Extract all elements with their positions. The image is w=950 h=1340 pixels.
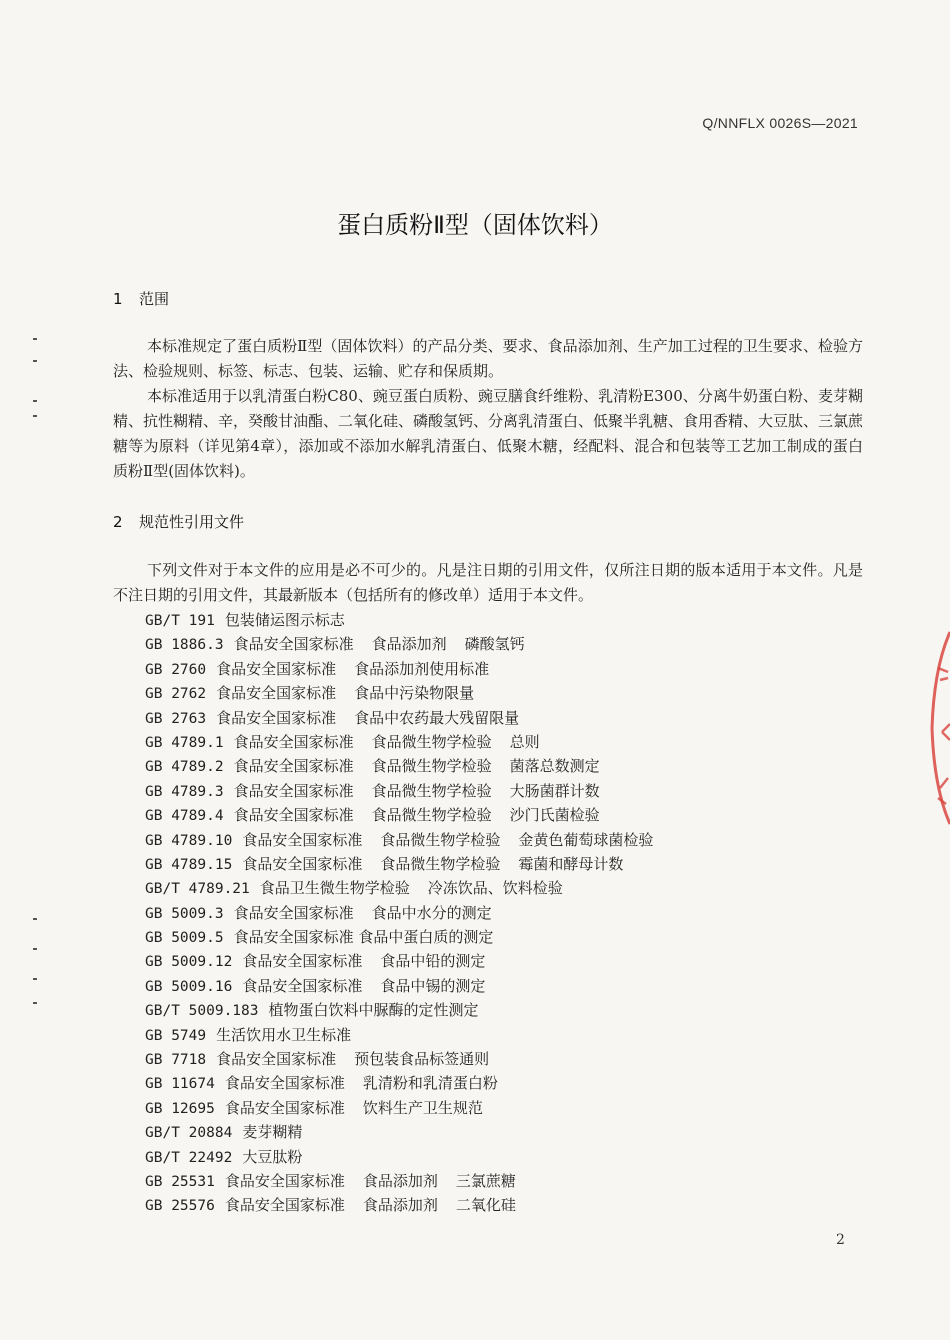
reference-title-part: 食品中水分的测定	[371, 903, 492, 922]
reference-title-part: 食品安全国家标准	[242, 976, 363, 995]
reference-title-part: 食品安全国家标准 食品中蛋白质的测定	[233, 928, 494, 947]
reference-code: GB/T 5009.183	[145, 1003, 259, 1020]
reference-title-part: 二氧化硅	[455, 1196, 516, 1215]
reference-title-part: 食品微生物学检验	[371, 806, 492, 825]
reference-code: GB 1886.3	[145, 637, 224, 654]
reference-item	[145, 1071, 671, 1095]
reference-title-part: 食品安全国家标准	[233, 732, 354, 751]
scope-paragraph-1: 本标准规定了蛋白质粉Ⅱ型（固体饮料）的产品分类、要求、食品添加剂、生产加工过程的卫生要求、检验方法、检验规则、标签、标志、包装、运输、贮存和保质期。	[113, 337, 863, 380]
reference-code: GB/T 191	[145, 613, 215, 629]
reference-item	[145, 1120, 671, 1144]
reference-code: GB 4789.1	[145, 734, 224, 751]
reference-title-part: 食品中污染物限量	[354, 684, 475, 703]
reference-title-part: 食品安全国家标准	[216, 708, 337, 727]
section-title: 规范性引用文件	[139, 513, 245, 531]
section-heading-scope	[113, 288, 169, 309]
reference-item	[145, 657, 671, 681]
reference-title-part: 食品微生物学检验	[371, 732, 492, 751]
reference-title-part: 食品微生物学检验	[380, 830, 501, 849]
reference-title-part: 麦芽糊精	[242, 1123, 303, 1142]
reference-item	[145, 974, 671, 998]
reference-title-part: 食品安全国家标准	[224, 1171, 345, 1190]
reference-item	[145, 1145, 671, 1169]
reference-code: GB 5009.16	[145, 978, 233, 995]
reference-list	[145, 608, 671, 1218]
reference-title-part: 食品添加剂	[362, 1171, 438, 1190]
reference-item	[145, 876, 671, 900]
reference-item	[145, 754, 671, 778]
margin-mark	[33, 400, 37, 402]
margin-mark	[33, 338, 37, 340]
reference-item	[145, 901, 671, 925]
reference-title-part: 菌落总数测定	[509, 757, 600, 776]
reference-title-part: 食品微生物学检验	[371, 781, 492, 800]
reference-code: GB 2763	[145, 710, 207, 727]
reference-item	[145, 1169, 671, 1193]
reference-title-part: 总则	[509, 732, 540, 751]
reference-code: GB 4789.4	[145, 808, 224, 825]
reference-code: GB 25576	[145, 1198, 215, 1215]
reference-title-part: 食品中锡的测定	[380, 976, 486, 995]
reference-code: GB 7718	[145, 1052, 207, 1069]
reference-title-part: 食品中农药最大残留限量	[354, 708, 520, 727]
reference-code: GB/T 20884	[145, 1125, 233, 1142]
reference-title-part: 磷酸氢钙	[464, 635, 525, 654]
reference-title-part: 食品安全国家标准	[233, 781, 354, 800]
reference-code: GB 5749	[145, 1027, 207, 1044]
reference-title-part: 食品安全国家标准	[224, 1098, 345, 1117]
document-title: 蛋白质粉Ⅱ型（固体饮料）	[337, 211, 613, 239]
reference-title-part: 食品添加剂	[371, 635, 447, 654]
margin-mark	[33, 1002, 37, 1004]
margin-mark	[33, 918, 37, 920]
scope-paragraph-2: 本标准适用于以乳清蛋白粉C80、豌豆蛋白质粉、豌豆膳食纤维粉、乳清粉E300、分离牛奶蛋白粉、麦芽糊精、抗性糊精、辛，癸酸甘油酯、二氧化硅、磷酸氢钙、分离乳清蛋白、低聚半乳糖、食用香精、大豆肽、三氯蔗糖等为原料（详见第4章），添加或不添加水解乳清蛋白、低聚木糖，经配料、混合和包装等工艺加工制成的蛋白质粉Ⅱ型(固体饮料)。	[113, 387, 864, 480]
reference-title-part: 植物蛋白饮料中脲酶的定性测定	[268, 1001, 479, 1020]
reference-title-part: 食品安全国家标准	[216, 659, 337, 678]
reference-title-part: 食品安全国家标准	[224, 1074, 345, 1093]
reference-title-part: 食品微生物学检验	[380, 854, 501, 873]
reference-code: GB 25531	[145, 1173, 215, 1190]
reference-title-part: 食品安全国家标准	[233, 806, 354, 825]
reference-code: GB 12695	[145, 1100, 215, 1117]
reference-title-part: 霉菌和酵母计数	[518, 854, 624, 873]
reference-item	[145, 681, 671, 705]
page-number: 2	[836, 1232, 845, 1248]
reference-item	[145, 706, 671, 730]
margin-mark	[33, 948, 37, 950]
reference-title-part: 食品安全国家标准	[242, 854, 363, 873]
reference-title-part: 食品安全国家标准	[233, 757, 354, 776]
reference-title-part: 食品安全国家标准	[216, 1050, 337, 1069]
reference-title-part: 包装储运图示标志	[224, 611, 345, 629]
reference-title-part: 食品安全国家标准	[224, 1196, 345, 1215]
reference-item	[145, 1047, 671, 1071]
reference-title-part: 乳清粉和乳清蛋白粉	[362, 1074, 498, 1093]
margin-mark	[33, 415, 37, 417]
reference-title-part: 食品安全国家标准	[233, 903, 354, 922]
reference-item	[145, 803, 671, 827]
reference-item	[145, 1096, 671, 1120]
reference-title-part: 食品安全国家标准	[216, 684, 337, 703]
reference-item	[145, 1023, 671, 1047]
reference-code: GB 2762	[145, 686, 207, 703]
reference-item	[145, 608, 671, 632]
section-title: 范围	[139, 290, 170, 308]
reference-code: GB 5009.5	[145, 930, 224, 947]
reference-code: GB 4789.3	[145, 783, 224, 800]
reference-title-part: 大肠菌群计数	[509, 781, 600, 800]
reference-item	[145, 828, 671, 852]
reference-item	[145, 1193, 671, 1217]
reference-item	[145, 730, 671, 754]
reference-item	[145, 925, 671, 949]
section-heading-normative-references	[113, 511, 244, 532]
reference-title-part: 生活饮用水卫生标准	[216, 1025, 352, 1044]
reference-title-part: 食品添加剂使用标准	[354, 659, 490, 678]
reference-title-part: 食品中铅的测定	[380, 952, 486, 971]
reference-title-part: 食品卫生微生物学检验	[259, 879, 410, 898]
reference-title-part: 食品安全国家标准	[233, 635, 354, 654]
reference-title-part: 冷冻饮品、饮料检验	[427, 879, 563, 898]
reference-title-part: 饮料生产卫生规范	[362, 1098, 483, 1117]
reference-code: GB 11674	[145, 1076, 215, 1093]
section-number: 1	[113, 290, 123, 308]
reference-title-part: 金黄色葡萄球菌检验	[518, 830, 654, 849]
reference-title-part: 食品微生物学检验	[371, 757, 492, 776]
reference-code: GB 2760	[145, 661, 207, 678]
section-number: 2	[113, 513, 123, 531]
reference-title-part: 预包装食品标签通则	[354, 1050, 490, 1069]
references-intro-paragraph: 下列文件对于本文件的应用是必不可少的。凡是注日期的引用文件，仅所注日期的版本适用于本文件。凡是不注日期的引用文件，其最新版本（包括所有的修改单）适用于本文件。	[113, 561, 863, 604]
reference-code: GB 5009.12	[145, 954, 233, 971]
reference-code: GB 4789.2	[145, 759, 224, 776]
reference-code: GB 5009.3	[145, 905, 224, 922]
reference-item	[145, 998, 671, 1022]
reference-title-part: 沙门氏菌检验	[509, 806, 600, 825]
reference-title-part: 食品添加剂	[362, 1196, 438, 1215]
reference-code: GB 4789.10	[145, 832, 233, 849]
document-code: Q/NNFLX 0026S—2021	[702, 115, 858, 131]
reference-title-part: 食品安全国家标准	[242, 830, 363, 849]
red-seal-stamp	[928, 628, 950, 828]
reference-code: GB 4789.15	[145, 856, 233, 873]
reference-code: GB/T 4789.21	[145, 881, 250, 898]
margin-mark	[33, 360, 37, 362]
reference-code: GB/T 22492	[145, 1149, 233, 1166]
reference-item	[145, 949, 671, 973]
reference-title-part: 三氯蔗糖	[455, 1171, 516, 1190]
reference-title-part: 食品安全国家标准	[242, 952, 363, 971]
reference-title-part: 大豆肽粉	[242, 1147, 303, 1166]
margin-mark	[33, 978, 37, 980]
reference-item	[145, 779, 671, 803]
reference-item	[145, 632, 671, 656]
reference-item	[145, 852, 671, 876]
